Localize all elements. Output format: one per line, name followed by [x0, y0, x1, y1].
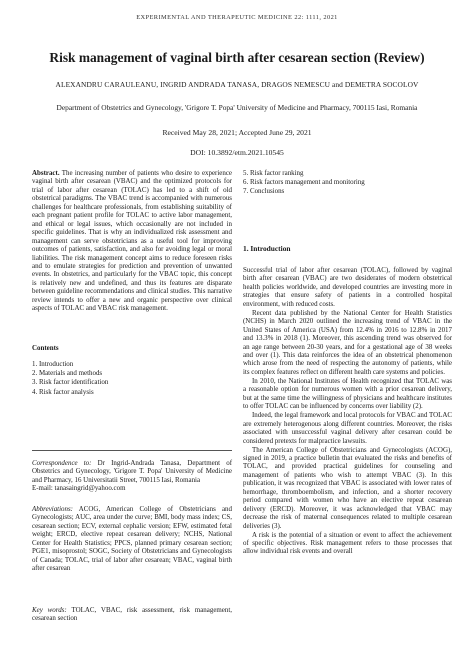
doi[interactable]: DOI: 10.3892/etm.2021.10545: [190, 148, 284, 157]
correspondence-label: Correspondence to:: [32, 459, 92, 467]
introduction-body: [243, 266, 452, 556]
running-head: EXPERIMENTAL AND THERAPEUTIC MEDICINE 22: 1111, 2021: [136, 14, 338, 21]
intro-paragraph: In 2010, the National Institutes of Health recognized that TOLAC was a reasonable option for numerous women with a prior cesarean delivery, but at the same time the willingness of physicians and healthcare institutes to offer TOLAC can be influenced by concerns over liability (2).: [243, 376, 452, 411]
abstract-label: Abstract.: [32, 169, 60, 177]
abstract-text: The increasing number of patients who desire to experience vaginal birth after cesarean (VBAC) and the optimized protocols for trial of labor after cesarean (TOLAC) has led to a shift of old obstetrical paradigms. The VBAC trend is accompanied with numerous challenges for healthcare professionals, from establishing suitability of each pregnant patient profile for TOLAC to active labor management, and ethical or legal issues, which occasionally are not included in specific guidelines. That is why an individualized risk assessment and management can serve obstetricians as a useful tool for improving outcomes of patients, satisfaction, and also for avoiding legal or moral liabilities. The risk management concept aims to reduce foreseen risks and to emulate strategies for prediction and prevention of unwanted events. In obstetrics, and particularly for the VBAC topic, this concept is relatively new and undefined, and thus its features are disparate between guideline recommendations and clinical studies. This narrative review intends to offer a new and organic perspective over clinical aspects of TOLAC and VBAC risk management.: [32, 169, 233, 313]
toc-item[interactable]: 7. Conclusions: [243, 187, 285, 196]
abstract: [32, 169, 232, 313]
article-title: Risk management of vaginal birth after cesarean section (Review): [49, 50, 425, 65]
introduction-heading: 1. Introduction: [243, 244, 291, 253]
keywords: [32, 606, 232, 623]
toc-item[interactable]: 4. Risk factor analysis: [32, 387, 94, 396]
keywords-text: TOLAC, VBAC, risk assessment, risk management, cesarean section: [32, 606, 233, 623]
toc-item[interactable]: 2. Materials and methods: [32, 369, 103, 378]
intro-paragraph: Indeed, the legal framework and local protocols for VBAC and TOLAC are extremely heterogenous along different countries. Moreover, the risks associated with unsuccessful vaginal delivery after cesarean could be considered pretexts for malpractice lawsuits.: [243, 411, 452, 445]
affiliation: Department of Obstetrics and Gynecology, 'Grigore T. Popa' University of Medicine and Pharmacy, 700115 Iasi, Romania: [56, 103, 418, 112]
abbreviations-label: Abbreviations:: [32, 505, 73, 513]
author-list: ALEXANDRU CARAULEANU, INGRID ANDRADA TANASA, DRAGOS NEMESCU and DEMETRA SOCOLOV: [55, 80, 419, 89]
abbreviations-text: ACOG, American College of Obstetricians and Gynecologists; AUC, area under the curve; BMI, body mass index; CS, cesarean section; ECV, external cephalic version; EFW, estimated fetal weight; ERCD, elective repeat cesarean delivery; NCHS, National Center for Health Statistics; PPCS, planned primary cesarean section; PGE1, misoprostol; SOGC, Society of Obstetricians and Gynecologists of Canada; TOLAC, trial of labor after cesarean; VBAC, vaginal birth after cesarean: [32, 505, 232, 573]
toc-item[interactable]: 1. Introduction: [32, 360, 74, 368]
correspondence: [32, 459, 232, 493]
intro-paragraph: The American College of Obstetricians and Gynecologists (ACOG), signed in 2019, a practice bulletin that evaluated the risks and benefits of TOLAC, and provided practical guidelines for counseling and management of patients who wish to attempt VBAC (3). In this publication, it was recognized that VBAC is associated with lower rates of hemorrhage, thromboembolism, and infection, and a shorter recovery period compared with women who have an elective repeat cesarean delivery (ERCD). Moreover, it was acknowledged that VBAC may decrease the risk of maternal consequences related to multiple cesarean deliveries (3).: [243, 445, 452, 530]
toc-item[interactable]: 5. Risk factor ranking: [243, 169, 304, 177]
correspondence-text: Dr Ingrid-Andrada Tanasa, Department of Obstetrics and Gynecology, 'Grigore T. Popa' University of Medicine and Pharmacy, 16 Universitatii Street, 700115 Iasi, Romania: [32, 459, 233, 484]
correspondence-email[interactable]: E-mail: tanasaingrid@yahoo.com: [32, 484, 126, 493]
contents-list-left: [32, 360, 232, 397]
keywords-label: Key words:: [32, 606, 67, 614]
contents-heading: Contents: [32, 344, 59, 352]
abbreviations: [32, 505, 232, 573]
intro-paragraph: Successful trial of labor after cesarean (TOLAC), followed by vaginal birth after cesarean (VBAC) are two desiderates of modern obstetrical health policies worldwide, and developed countries are investing more in strategies that ensure safety of patients in a controlled hospital environment, with reduced costs.: [243, 266, 452, 308]
toc-item[interactable]: 6. Risk factors management and monitoring: [243, 178, 365, 187]
intro-paragraph: Recent data published by the National Center for Health Statistics (NCHS) in March 2020 outlined the increasing trend of VBAC in the United States of America (USA) from 12.4% in 2016 to 12.8% in 2017 and 13.3% in 2018 (1). Moreover, this ascending trend was observed for an age range between 20-30 years, and for a gestational age of 38 weeks and over (1). This data reinforces the idea of an obstetrical phenomenon which arose from the need of respecting the autonomy of patients, while its complex features reflect on different health care systems and policies.: [243, 308, 452, 376]
toc-item[interactable]: 3. Risk factor identification: [32, 378, 109, 387]
contents-list-right: [243, 169, 452, 197]
intro-paragraph: A risk is the potential of a situation or event to affect the achievement of specific objectives. Risk management refers to those processes that allow individual risk events and overall: [243, 530, 452, 556]
footnote-divider: [32, 450, 232, 451]
received-dates: Received May 28, 2021; Accepted June 29, 2021: [162, 128, 312, 137]
